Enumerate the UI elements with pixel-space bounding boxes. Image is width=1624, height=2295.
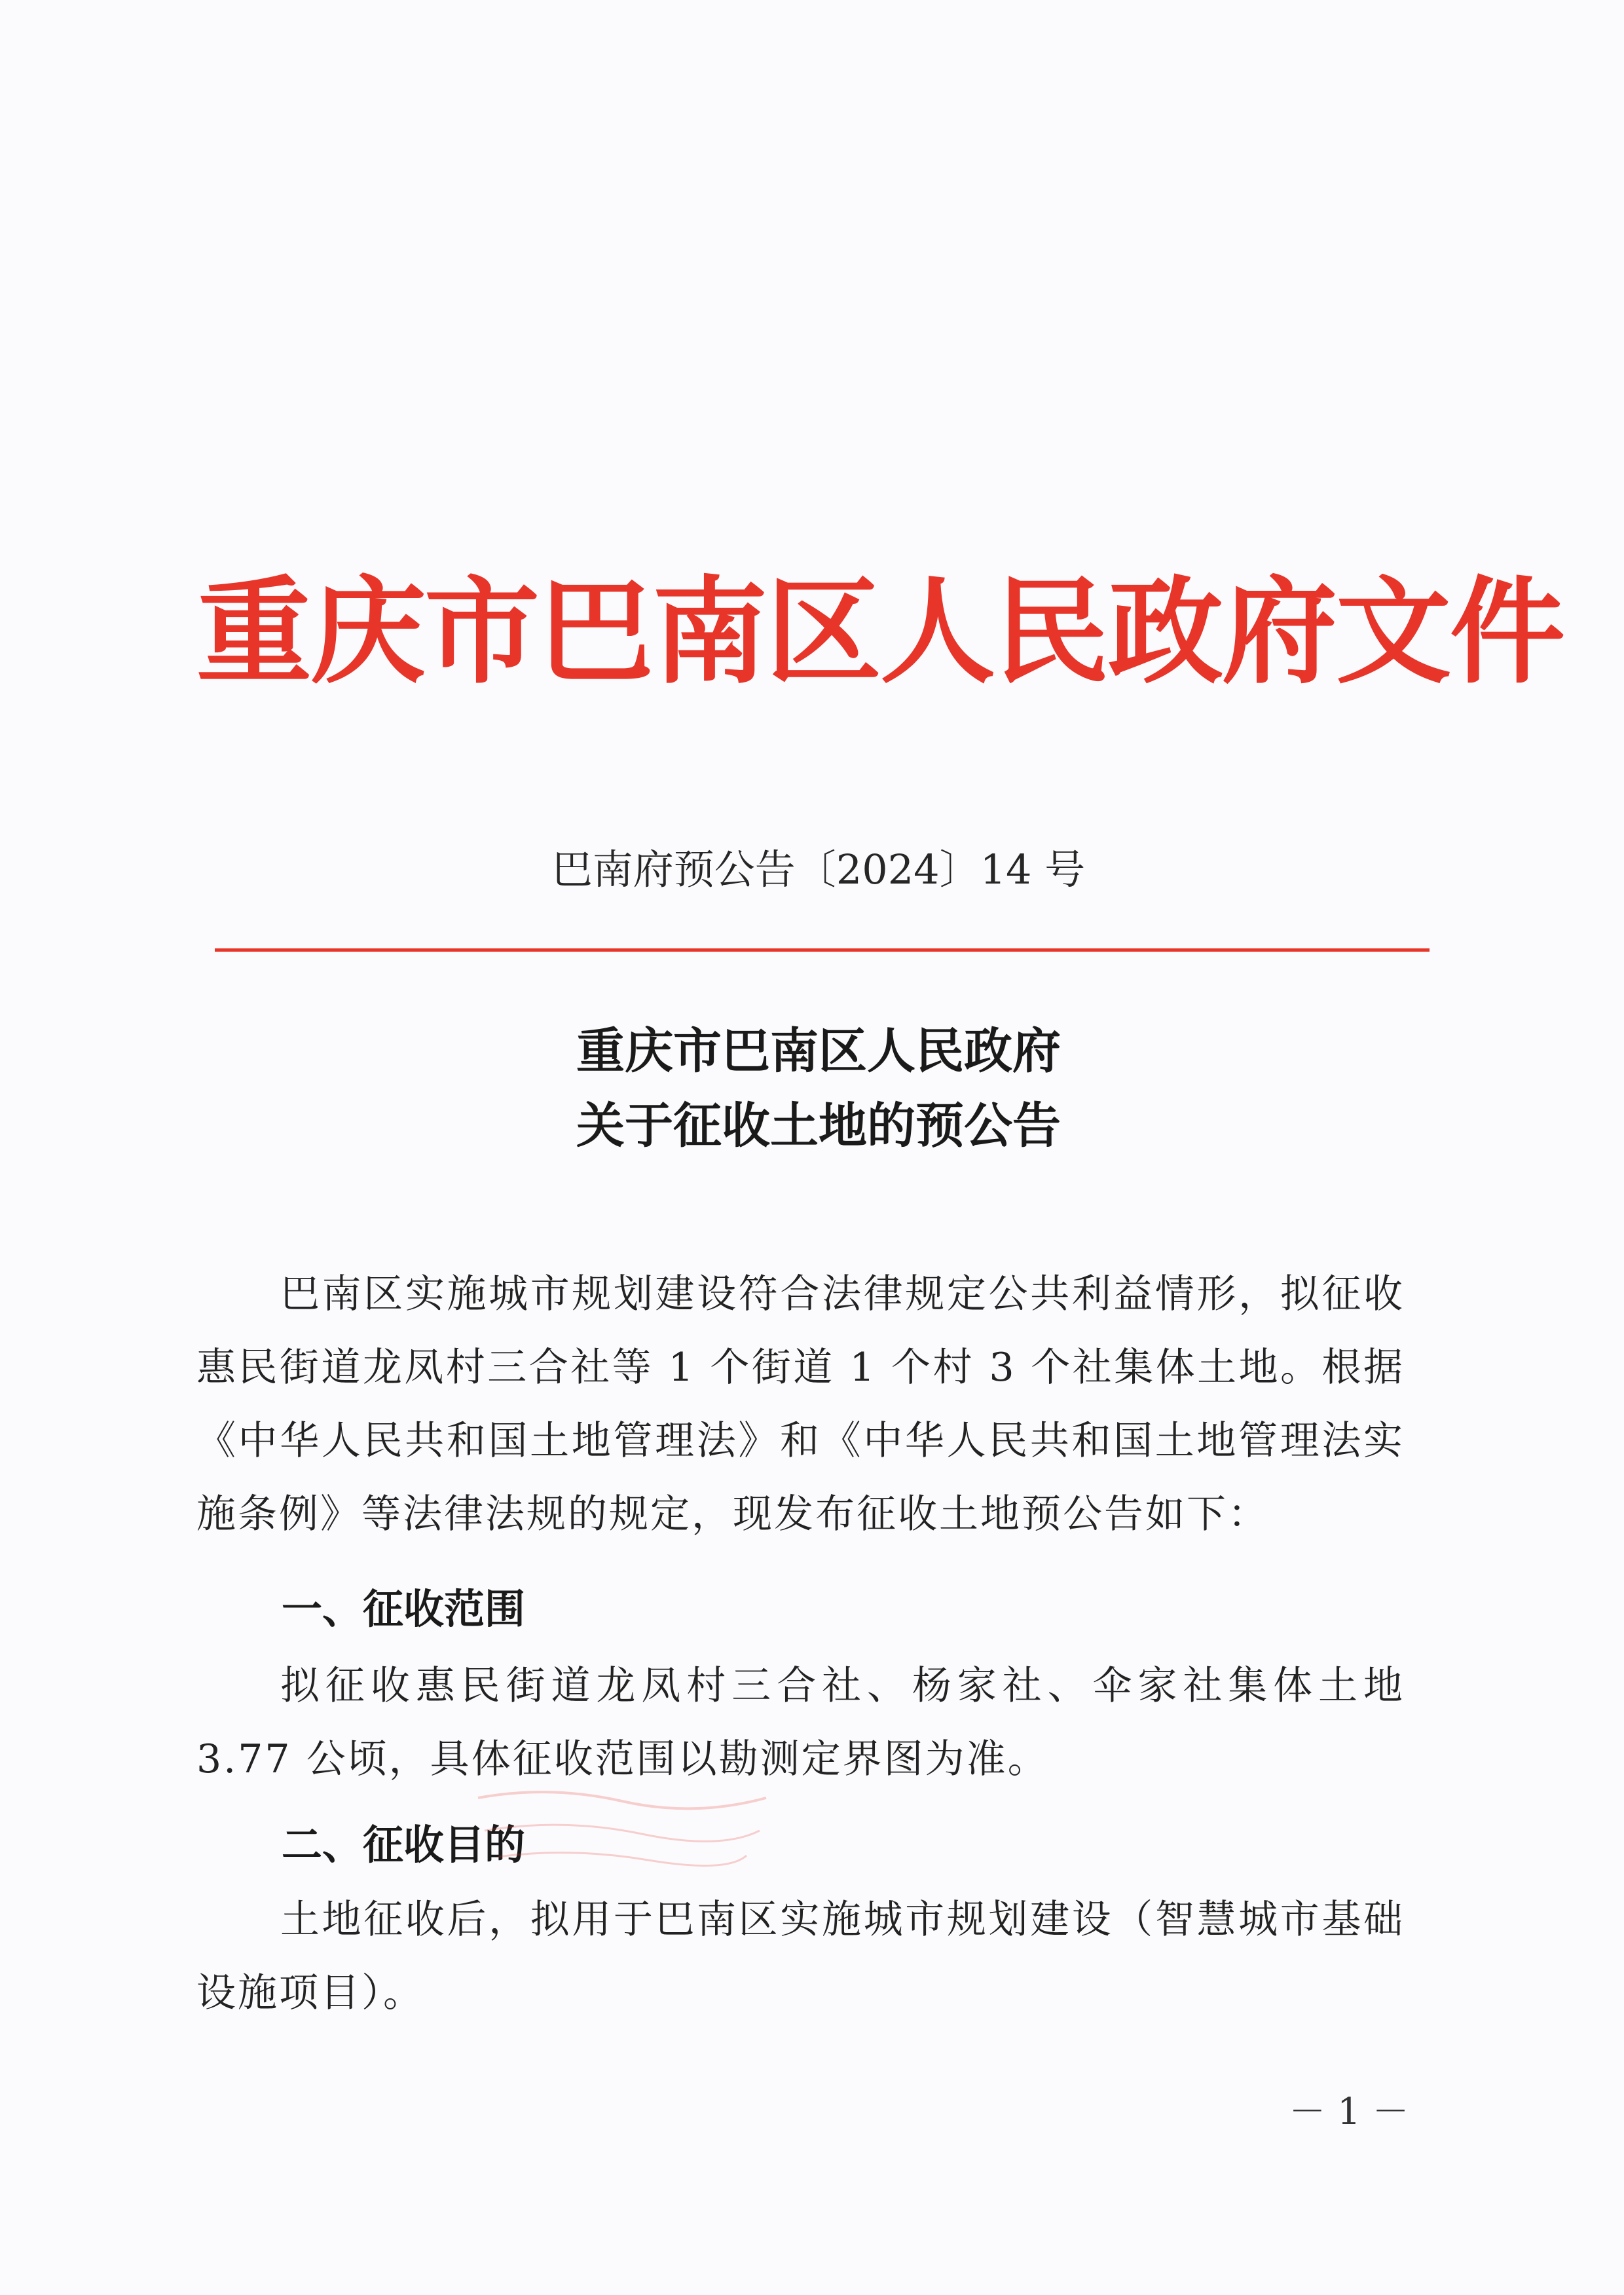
purpose-paragraph: 土地征收后，拟用于巴南区实施城市规划建设（智慧城市基础设施项目）。 bbox=[196, 1897, 1405, 2016]
page-number: － 1 － bbox=[1289, 2091, 1409, 2133]
intro-paragraph: 巴南区实施城市规划建设符合法律规定公共利益情形，拟征收惠民街道龙凤村三合社等 1 个街道 1 个村 3 个社集体土地。根据《中华人民共和国土地管理法》和《中华人民共和国土地管理法实施条例》等法律法规的规定，现发布征收土地预公告如下： bbox=[196, 1271, 1405, 1537]
masthead-title: 重庆市巴南区人民政府文件 bbox=[196, 564, 1564, 700]
notice-title-line-2: 关于征收土地的预公告 bbox=[576, 1098, 1061, 1154]
section-heading-purpose: 二、征收目的 bbox=[282, 1821, 526, 1869]
section-heading-scope: 一、征收范围 bbox=[282, 1585, 526, 1633]
notice-title bbox=[196, 1014, 1441, 1163]
scope-paragraph: 拟征收惠民街道龙凤村三合社、杨家社、伞家社集体土地 3.77 公顷，具体征收范围以勘测定界图为准。 bbox=[196, 1663, 1405, 1782]
notice-title-line-1: 重庆市巴南区人民政府 bbox=[576, 1023, 1061, 1079]
red-divider-line bbox=[215, 948, 1430, 952]
document-number: 巴南府预公告〔2024〕14 号 bbox=[551, 846, 1086, 893]
faint-seal-impression bbox=[471, 1772, 773, 1876]
